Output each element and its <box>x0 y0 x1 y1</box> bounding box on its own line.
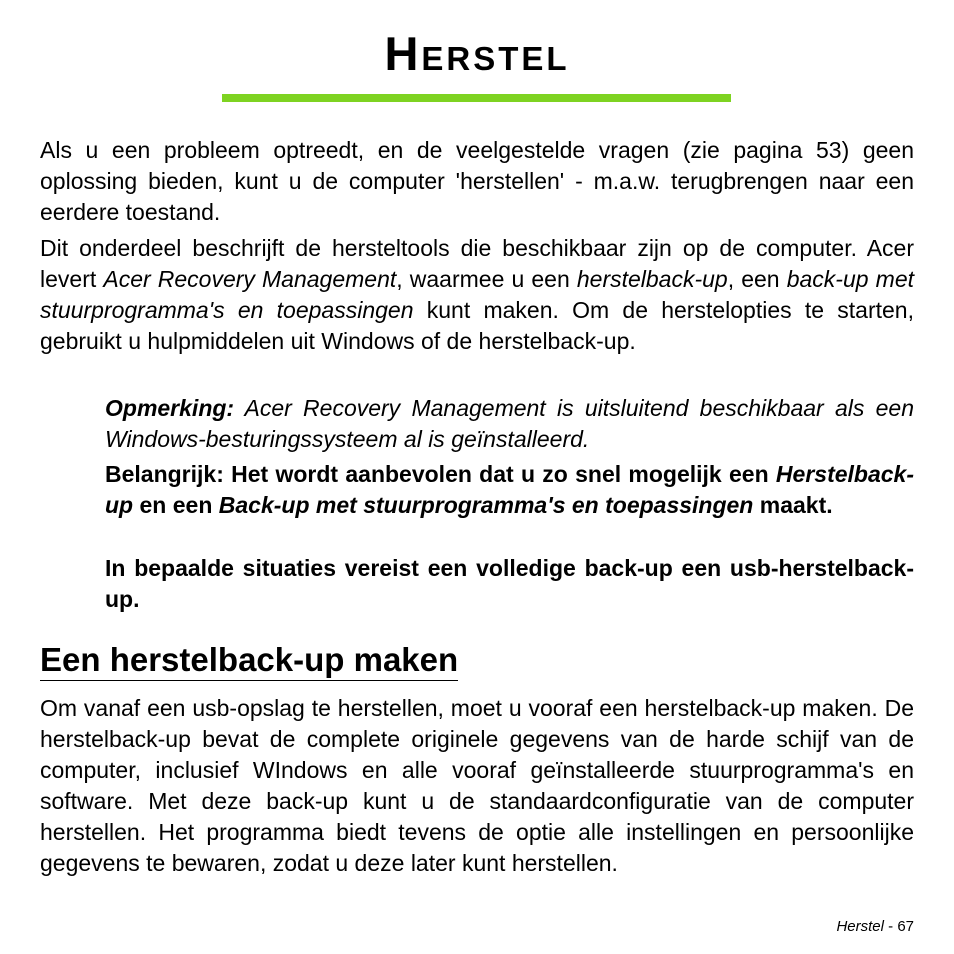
footer-section: Herstel <box>836 918 884 935</box>
important-text-1: en een <box>133 492 219 518</box>
title-underline-bar <box>222 94 731 102</box>
note-label: Opmerking: <box>105 395 235 421</box>
note-paragraph <box>105 393 914 455</box>
section-heading: Een herstelback-up maken <box>40 640 458 681</box>
intro-p2-text-e: , een <box>727 266 787 292</box>
note-text: Acer Recovery Management is uitsluitend beschikbaar als een Windows-besturingssysteem al is geïnstalleerd. <box>105 395 914 452</box>
intro-p2-text-g: kunt maken. Om de herstelopties te starten, gebruikt u hulpmiddelen uit Windows of de herstelback-up. <box>40 297 914 354</box>
intro-paragraph-1: Als u een probleem optreedt, en de veelgestelde vragen (zie pagina 53) geen oplossing bieden, kunt u de computer 'herstellen' - m.a.w. terugbrengen naar een eerdere toestand. <box>40 137 914 225</box>
intro-p2-herstelbackup: herstelback-up <box>576 266 728 292</box>
footer-separator: - <box>883 918 898 935</box>
intro-p2-product: Acer Recovery Management <box>103 266 397 292</box>
page-title: Herstel <box>384 27 570 80</box>
intro-p2-text-c: , waarmee u een <box>396 266 577 292</box>
important-paragraph-2: In bepaalde situaties vereist een volledige back-up een usb-herstelback-up. <box>105 555 914 612</box>
intro-paragraph-2 <box>40 233 914 357</box>
intro-p2-driver-backup: back-up met stuurprogramma's en toepassingen <box>40 266 914 323</box>
page-footer <box>836 918 914 935</box>
important-herstelbackup: Herstelback-up <box>105 461 914 518</box>
important-label: Belangrijk: Het wordt aanbevolen dat u zo snel mogelijk een <box>105 461 776 487</box>
section-body: Om vanaf een usb-opslag te herstellen, moet u vooraf een herstelback-up maken. De herstelback-up bevat de complete originele gegevens van de harde schijf van de computer, inclusief WIndows en alle vooraf geïnstalleerde stuurprogramma's en software. Met deze back-up kunt u de standaardconfiguratie van de computer herstellen. Het programma biedt tevens de optie alle instellingen en persoonlijke gegevens te bewaren, zodat u deze later kunt herstellen. <box>40 695 914 876</box>
important-text-2: maakt. <box>753 492 833 518</box>
intro-p2-text-a: Dit onderdeel beschrijft de hersteltools die beschikbaar zijn op de computer. Acer levert <box>40 235 914 292</box>
important-driver-backup: Back-up met stuurprogramma's en toepassingen <box>218 492 754 518</box>
footer-page-number: 67 <box>897 918 914 935</box>
important-paragraph <box>105 459 914 521</box>
